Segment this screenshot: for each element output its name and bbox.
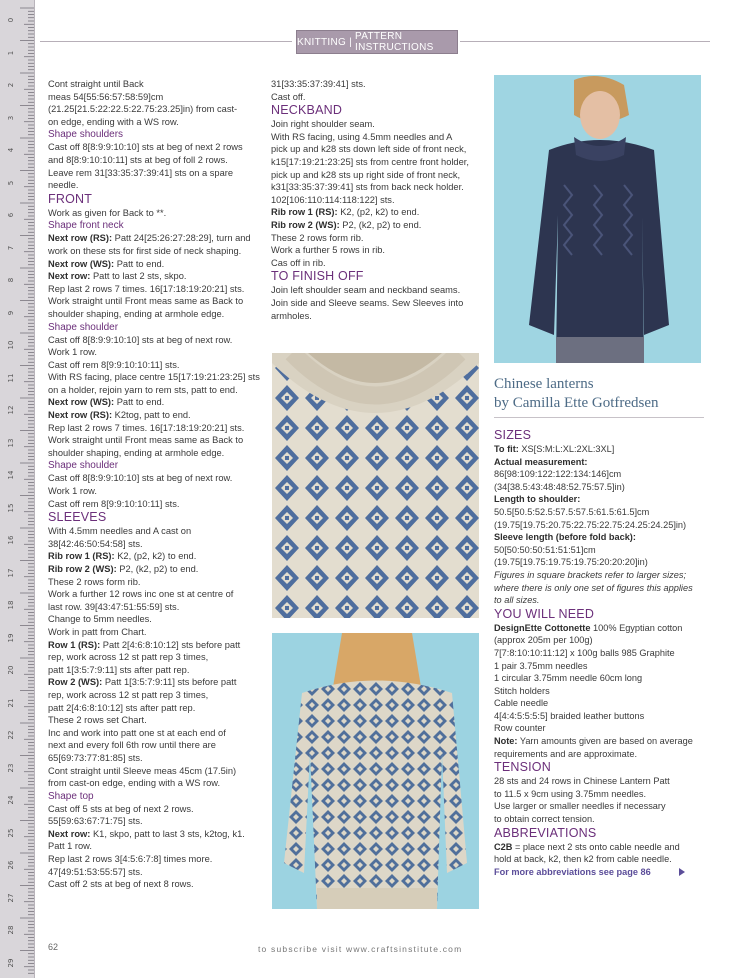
text-line: Use larger or smaller needles if necessary: [494, 801, 666, 812]
text-line: Actual measurement:: [494, 456, 588, 467]
text-line: Sleeve length (before fold back):: [494, 532, 636, 543]
title-divider: [494, 417, 704, 418]
ruler-number: 9: [7, 310, 15, 315]
text-line: Patt 1 row.: [48, 841, 92, 852]
subheading-shape-shoulders: Shape shoulders: [48, 129, 124, 141]
text-line: [271, 206, 486, 219]
text-line: hold at back, k2, then k2 from cable needle.: [494, 854, 672, 865]
text-line: [48, 563, 270, 576]
section-banner: [296, 30, 458, 54]
text-line: work on these sts for first side of neck shaping.: [48, 245, 242, 256]
text-line: requirements and are approximate.: [494, 748, 637, 759]
column-three: [494, 424, 709, 878]
yarn-name: DesignEtte Cottonette: [494, 622, 591, 633]
text-line: k31[33:35:37:39:41] sts from back neck holder.: [271, 182, 464, 193]
text-line: Length to shoulder:: [494, 494, 581, 505]
text-line: to all sizes.: [494, 595, 540, 606]
text-line: Stitch holders: [494, 685, 550, 696]
heading-you-will-need: YOU WILL NEED: [494, 606, 595, 621]
row-label: Rib row 2 (WS):: [48, 564, 117, 574]
text-line: meas 54[55:56:57:58:59]cm: [48, 91, 164, 102]
row-text: = place next 2 sts onto cable needle and: [512, 841, 680, 852]
text-line: 1 pair 3.75mm needles: [494, 660, 588, 671]
text-line: Work in patt from Chart.: [48, 626, 147, 637]
text-line: Work 1 row.: [48, 347, 97, 358]
heading-to-finish-off: TO FINISH OFF: [271, 269, 364, 284]
text-line: Work a further 5 rows in rib.: [271, 245, 386, 256]
text-line: [48, 639, 270, 652]
text-line: to 11.5 x 9cm using 3.75mm needles.: [494, 788, 647, 799]
text-line: from cast-on edge, ending with a WS row.: [48, 778, 221, 789]
text-line: armholes.: [271, 310, 312, 321]
text-line: With 4.5mm needles and A cast on: [48, 526, 192, 537]
subheading-shape-front-neck: Shape front neck: [48, 220, 124, 232]
text-line: [48, 409, 270, 422]
text-line: Work as given for Back to **.: [48, 207, 167, 218]
banner-rule-left: [40, 41, 292, 42]
pattern-closeup-image: [272, 353, 479, 618]
row-text: Patt 2[4:6:8:10:12] sts before patt: [100, 639, 241, 650]
row-label: C2B: [494, 841, 513, 852]
banner-right-label: PATTERN INSTRUCTIONS: [354, 31, 434, 53]
text-line: These 2 rows form rib.: [271, 232, 364, 243]
text-line: last row. 39[43:47:51:55:59] sts.: [48, 601, 180, 612]
row-text: K2, (p2, k2) to end.: [337, 207, 420, 218]
ruler-number: 24: [7, 795, 15, 805]
text-line: Cast off 2 sts at beg of next 8 rows.: [48, 879, 194, 890]
text-line: 55[59:63:67:71:75] sts.: [48, 816, 143, 827]
ruler-number: 17: [7, 568, 15, 577]
text-line: [494, 735, 709, 748]
heading-tension: TENSION: [494, 760, 551, 775]
heading-front: FRONT: [48, 191, 93, 206]
knit-pattern-closeup-photo: [272, 353, 479, 618]
row-text: K2, (p2, k2) to end.: [114, 551, 197, 562]
text-line: Cast off rem 8[9:9:10:10:11] sts.: [48, 498, 180, 509]
banner-rule-right: [460, 41, 710, 42]
ruler-ticks: [0, 0, 34, 978]
text-line: 50.5[50.5:52.5:57.5:57.5:61.5:61.5]cm: [494, 506, 650, 517]
text-line: With RS facing, place centre 15[17:19:21:23:25] sts: [48, 372, 260, 383]
ruler-number: 29: [7, 958, 15, 967]
ruler-number: 19: [7, 633, 15, 642]
ruler-number: 8: [7, 277, 15, 283]
ruler-number: 4: [7, 147, 15, 153]
text-line: 28 sts and 24 rows in Chinese Lantern Patt: [494, 776, 670, 787]
ruler-number: 27: [7, 893, 15, 902]
text-line: Row counter: [494, 723, 546, 734]
ruler-number: 20: [7, 665, 15, 675]
row-label: Next row (RS):: [48, 233, 113, 244]
row-text: XS[S:M:L:XL:2XL:3XL]: [518, 444, 615, 454]
text-line: Cast off 8[8:9:9:10:10] sts at beg of next 2 rows: [48, 142, 243, 153]
text-line: Work 1 row.: [48, 486, 97, 497]
sweater-front-image: [494, 75, 701, 363]
text-line: 4[4:4:5:5:5:5] braided leather buttons: [494, 710, 645, 721]
row-label: Note:: [494, 736, 518, 747]
ruler-number: 14: [7, 470, 15, 480]
row-text: K1, skpo, patt to last 3 sts, k2tog, k1.: [90, 828, 245, 839]
text-line: rep, work across 12 st patt rep 3 times,: [48, 689, 209, 700]
ruler-number: 22: [7, 730, 15, 740]
text-line: on a holder, rejoin yarn to rem sts, patt to end.: [48, 384, 238, 395]
text-line: 47[49:51:53:55:57] sts.: [48, 866, 143, 877]
heading-sleeves: SLEEVES: [48, 510, 107, 525]
ruler-number: 12: [7, 405, 15, 415]
text-line: rep, work across 12 st patt rep 3 times,: [48, 652, 209, 663]
text-line: 1 circular 3.75mm needle 60cm long: [494, 673, 643, 684]
row-label: Rib row 1 (RS):: [48, 551, 115, 562]
text-line: 31[33:35:37:39:41] sts.: [271, 79, 366, 89]
subheading-shape-shoulder: Shape shoulder: [48, 460, 119, 472]
row-label: Next row:: [48, 828, 91, 839]
measuring-ruler: [0, 0, 35, 978]
text-line: 86[98:109:122:122:134:146]cm: [494, 469, 622, 480]
ruler-number: 1: [7, 50, 15, 55]
text-line: 7[7:8:10:10:11:12] x 100g balls 985 Graphite: [494, 647, 675, 658]
text-line: With RS facing, using 4.5mm needles and A: [271, 131, 453, 142]
row-text: Patt 1[3:5:7:9:11] sts before patt: [102, 677, 237, 688]
row-text: Patt to end.: [114, 397, 165, 408]
text-line: Cas off in rib.: [271, 257, 326, 268]
text-line: Rep last 2 rows 7 times. 16[17:18:19:20:21] sts.: [48, 283, 245, 294]
text-line: Cable needle: [494, 698, 549, 709]
sweater-back-image: [272, 633, 479, 909]
text-line: Change to 5mm needles.: [48, 614, 152, 625]
text-line: Rep last 2 rows 7 times. 16[17:18:19:20:21] sts.: [48, 422, 245, 433]
ruler-number: 2: [7, 82, 15, 88]
text-line: [494, 443, 709, 456]
column-two: [271, 78, 486, 322]
banner-separator: |: [349, 36, 352, 48]
column-one: [48, 78, 270, 891]
row-label: Next row (WS):: [48, 397, 115, 408]
row-text: 100% Egyptian cotton: [590, 622, 683, 633]
ruler-number: 6: [7, 212, 15, 218]
text-line: patt 1[3:5:7:9:11] sts after patt rep.: [48, 664, 190, 675]
text-line: Cont straight until Sleeve meas 45cm (17.5in): [48, 765, 237, 776]
row-label: Rib row 1 (RS):: [271, 207, 338, 218]
heading-neckband: NECKBAND: [271, 103, 343, 118]
ruler-number: 15: [7, 503, 15, 512]
ruler-number: 16: [7, 535, 15, 545]
text-line: These 2 rows form rib.: [48, 576, 141, 587]
heading-sizes: SIZES: [494, 428, 532, 442]
subheading-shape-top: Shape top: [48, 790, 94, 802]
row-text: Yarn amounts given are based on average: [517, 736, 693, 747]
text-line: Cast off.: [271, 91, 306, 102]
text-line: (34[38.5:43:48:48:52.75:57.5]in): [494, 481, 625, 492]
text-line: [48, 676, 270, 689]
row-label: Next row (RS):: [48, 410, 113, 421]
heading-abbreviations: ABBREVIATIONS: [494, 825, 597, 840]
text-line: [48, 828, 270, 841]
row-text: Patt to last 2 sts, skpo.: [90, 271, 187, 282]
text-line: Join right shoulder seam.: [271, 119, 375, 130]
text-line: pick up and k28 sts down left side of front neck,: [271, 144, 467, 155]
text-line: Work straight until Front meas same as Back to: [48, 435, 244, 446]
text-line: Work straight until Front meas same as Back to: [48, 296, 244, 307]
arrow-right-icon: [679, 868, 685, 876]
ruler-number: 7: [7, 245, 15, 250]
text-line: Cast off 8[8:9:9:10:10] sts at beg of next row.: [48, 473, 233, 484]
text-line: [494, 841, 709, 854]
pattern-title-block: [494, 375, 704, 413]
text-line: [48, 396, 270, 409]
text-line: [48, 258, 270, 271]
sweater-back-photo: [272, 633, 479, 909]
text-line: next and every foll 6th row until there are: [48, 740, 216, 751]
ruler-number: 26: [7, 860, 15, 870]
text-line: 50[50:50:50:51:51:51]cm: [494, 544, 596, 555]
row-label: Next row (WS):: [48, 258, 115, 269]
text-line: 65[69:73:77:81:85] sts.: [48, 752, 143, 763]
more-abbreviations-link[interactable]: [494, 866, 709, 879]
row-label: Rib row 2 (WS):: [271, 219, 340, 230]
text-line: [494, 622, 709, 635]
subheading-shape-shoulder: Shape shoulder: [48, 321, 119, 333]
sweater-front-photo: [494, 75, 701, 363]
designer-name: by Camilla Ette Gotfredsen: [494, 395, 659, 411]
row-label: Row 1 (RS):: [48, 639, 101, 650]
text-line: Cont straight until Back: [48, 79, 144, 89]
ruler-number: 23: [7, 763, 15, 772]
text-line: Join side and Sleeve seams. Sew Sleeves into: [271, 297, 464, 308]
ruler-number: 28: [7, 925, 15, 935]
text-line: Cast off rem 8[9:9:10:10:11] sts.: [48, 359, 180, 370]
text-line: Cast off 5 sts at beg of next 2 rows.: [48, 803, 194, 814]
text-line: k15[17:19:21:23:25] sts from centre front holder,: [271, 156, 469, 167]
row-text: Patt to end.: [114, 258, 165, 269]
ruler-number: 0: [7, 17, 15, 23]
text-line: [48, 550, 270, 563]
ruler-number: 3: [7, 115, 15, 120]
page-number: 62: [48, 942, 59, 952]
text-line: Cast off 8[8:9:9:10:10] sts at beg of next row.: [48, 334, 233, 345]
text-line: [48, 270, 270, 283]
row-text: K2tog, patt to end.: [112, 410, 191, 421]
text-line: These 2 rows set Chart.: [48, 715, 147, 726]
text-line: [271, 219, 486, 232]
row-label: To fit:: [494, 444, 519, 454]
more-abbreviations-text[interactable]: For more abbreviations see page 86: [494, 866, 651, 877]
banner-left-label: KNITTING: [297, 36, 347, 48]
text-line: pick up and k28 sts up right side of front neck,: [271, 169, 461, 180]
text-line: 102[106:110:114:118:122] sts.: [271, 194, 395, 205]
text-line: Figures in square brackets refer to larger sizes;: [494, 569, 686, 580]
text-line: on edge, ending with a WS row.: [48, 116, 179, 127]
text-line: (21.25[21.5:22:22.5:22.75:23.25]in) from cast-: [48, 104, 238, 115]
text-line: shoulder shaping, ending at armhole edge.: [48, 447, 225, 458]
text-line: Inc and work into patt one st at each end of: [48, 727, 226, 738]
text-line: Leave rem 31[33:35:37:39:41] sts on a spare: [48, 167, 234, 178]
ruler-number: 11: [7, 373, 15, 382]
text-line: (approx 205m per 100g): [494, 635, 593, 646]
row-label: Row 2 (WS):: [48, 677, 103, 688]
ruler-number: 18: [7, 600, 15, 610]
text-line: 38[42:46:50:54:58] sts.: [48, 538, 143, 549]
row-label: Next row:: [48, 271, 91, 282]
ruler-number: 10: [7, 340, 15, 350]
text-line: and 8[8:9:10:10:11] sts at beg of foll 2 rows.: [48, 154, 228, 165]
text-line: (19.75[19.75:20.75:22.75:22.75:24.25:24.25]in): [494, 519, 687, 530]
row-text: P2, (k2, p2) to end.: [116, 564, 199, 574]
ruler-number: 21: [7, 698, 15, 707]
pattern-title: Chinese lanterns: [494, 376, 594, 392]
text-line: where there is only one set of figures this applies: [494, 582, 693, 593]
ruler-number: 13: [7, 438, 15, 447]
text-line: needle.: [48, 180, 79, 191]
text-line: to obtain correct tension.: [494, 814, 595, 825]
text-line: patt 2[4:6:8:10:12] sts after patt rep.: [48, 702, 196, 713]
row-text: P2, (k2, p2) to end.: [339, 219, 422, 230]
text-line: Work a further 12 rows inc one st at centre of: [48, 589, 234, 600]
footer-subscribe-text: to subscribe visit www.craftsinstitute.com: [258, 944, 463, 954]
ruler-number: 5: [7, 180, 15, 185]
text-line: (19.75[19.75:19.75:19.75:20:20:20]in): [494, 557, 648, 568]
ruler-number: 25: [7, 828, 15, 837]
row-text: Patt 24[25:26:27:28:29], turn and: [112, 233, 251, 244]
text-line: shoulder shaping, ending at armhole edge.: [48, 308, 225, 319]
text-line: Rep last 2 rows 3[4:5:6:7:8] times more.: [48, 854, 213, 865]
text-line: [48, 232, 270, 245]
text-line: Join left shoulder seam and neckband seams.: [271, 285, 461, 296]
